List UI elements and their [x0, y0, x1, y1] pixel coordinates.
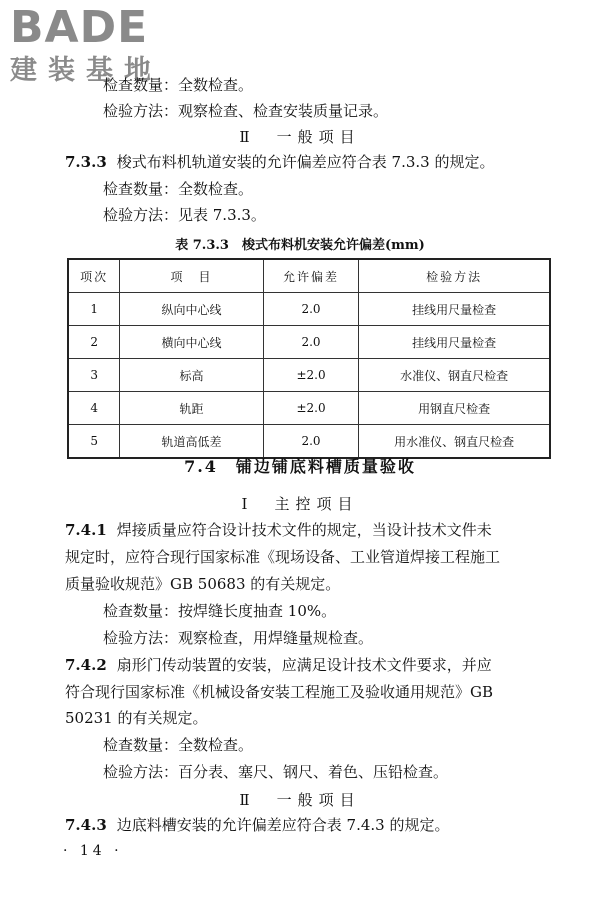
logo-brand-text: BADE [10, 2, 149, 53]
table-cell: 挂线用尺量检查 [359, 326, 550, 359]
clause-7-4-2 [65, 655, 492, 675]
table-row [68, 293, 550, 326]
clause-text: 扇形门传动装置的安装，应满足设计技术文件要求，并应 [116, 656, 492, 674]
clause-number: 7.3.3 [65, 153, 107, 171]
clause-text: 梭式布料机轨道安装的允许偏差应符合表 7.3.3 的规定。 [116, 153, 495, 171]
clause-7-4-1-quantity: 检查数量：按焊缝长度抽查 10%。 [103, 602, 337, 620]
table-cell: 水准仪、钢直尺检查 [359, 359, 550, 392]
subheading-general-items-2: Ⅱ 一般项目 [239, 791, 361, 809]
page-number: · 14 · [63, 843, 123, 859]
table-cell: 轨距 [120, 392, 263, 425]
table-row [68, 359, 550, 392]
table-cell: 2.0 [263, 326, 359, 359]
clause-number: 7.4.3 [65, 816, 107, 834]
clause-7-4-2-quantity: 检查数量：全数检查。 [103, 736, 254, 754]
table-title: 表 7.3.3 梭式布料机安装允许偏差(mm) [175, 238, 425, 253]
table-row [68, 425, 550, 459]
clause-7-4-1-line-2: 规定时，应符合现行国家标准《现场设备、工业管道焊接工程施工 [65, 548, 501, 566]
clause-7-4-1-method: 检验方法：观察检查，用焊缝量规检查。 [103, 629, 374, 647]
clause-text: 焊接质量应符合设计技术文件的规定，当设计技术文件未 [116, 521, 492, 539]
tolerance-table [67, 258, 551, 459]
subheading-general-items-1: Ⅱ 一般项目 [239, 128, 361, 146]
clause-number: 7.4.2 [65, 656, 107, 674]
table-cell: ±2.0 [263, 359, 359, 392]
table-cell: 5 [68, 425, 120, 459]
clause-7-4-1 [65, 520, 492, 540]
section-title-7-4: 7.4 铺边铺底料槽质量验收 [184, 457, 416, 476]
subheading-main-items: Ⅰ 主控项目 [241, 495, 359, 513]
clause-7-4-3 [65, 815, 449, 835]
table-cell: 轨道高低差 [120, 425, 263, 459]
table-cell: 2 [68, 326, 120, 359]
clause-text: 边底料槽安装的允许偏差应符合表 7.4.3 的规定。 [116, 816, 450, 834]
table-cell: 4 [68, 392, 120, 425]
table-cell: 2.0 [263, 293, 359, 326]
header-cell: 项 目 [120, 259, 263, 293]
table-header-row [68, 259, 550, 293]
top-inspection-quantity: 检查数量：全数检查。 [103, 76, 254, 94]
clause-7-3-3-method: 检验方法：见表 7.3.3。 [103, 206, 266, 224]
table-cell: 挂线用尺量检查 [359, 293, 550, 326]
logo-subtitle-text: 建装基地 [10, 55, 162, 86]
clause-7-4-1-line-3: 质量验收规范》GB 50683 的有关规定。 [65, 575, 341, 593]
clause-7-4-2-line-2: 符合现行国家标准《机械设备安装工程施工及验收通用规范》GB [65, 683, 494, 701]
table-cell: 标高 [120, 359, 263, 392]
header-cell: 允许偏差 [263, 259, 359, 293]
table-cell: 用水准仪、钢直尺检查 [359, 425, 550, 459]
table-cell: 用钢直尺检查 [359, 392, 550, 425]
clause-7-4-2-method: 检验方法：百分表、塞尺、钢尺、着色、压铅检查。 [103, 763, 449, 781]
table-cell: 2.0 [263, 425, 359, 459]
table-row [68, 392, 550, 425]
table-cell: 纵向中心线 [120, 293, 263, 326]
clause-7-3-3-quantity: 检查数量：全数检查。 [103, 180, 254, 198]
table-cell: ±2.0 [263, 392, 359, 425]
clause-7-4-2-line-3: 50231 的有关规定。 [65, 709, 208, 727]
header-cell: 项次 [68, 259, 120, 293]
table-row [68, 326, 550, 359]
brand-logo [10, 2, 162, 86]
header-cell: 检验方法 [359, 259, 550, 293]
table-cell: 1 [68, 293, 120, 326]
top-inspection-method: 检验方法：观察检查、检查安装质量记录。 [103, 102, 389, 120]
table-cell: 3 [68, 359, 120, 392]
clause-7-3-3 [65, 152, 494, 172]
table-cell: 横向中心线 [120, 326, 263, 359]
clause-number: 7.4.1 [65, 521, 107, 539]
